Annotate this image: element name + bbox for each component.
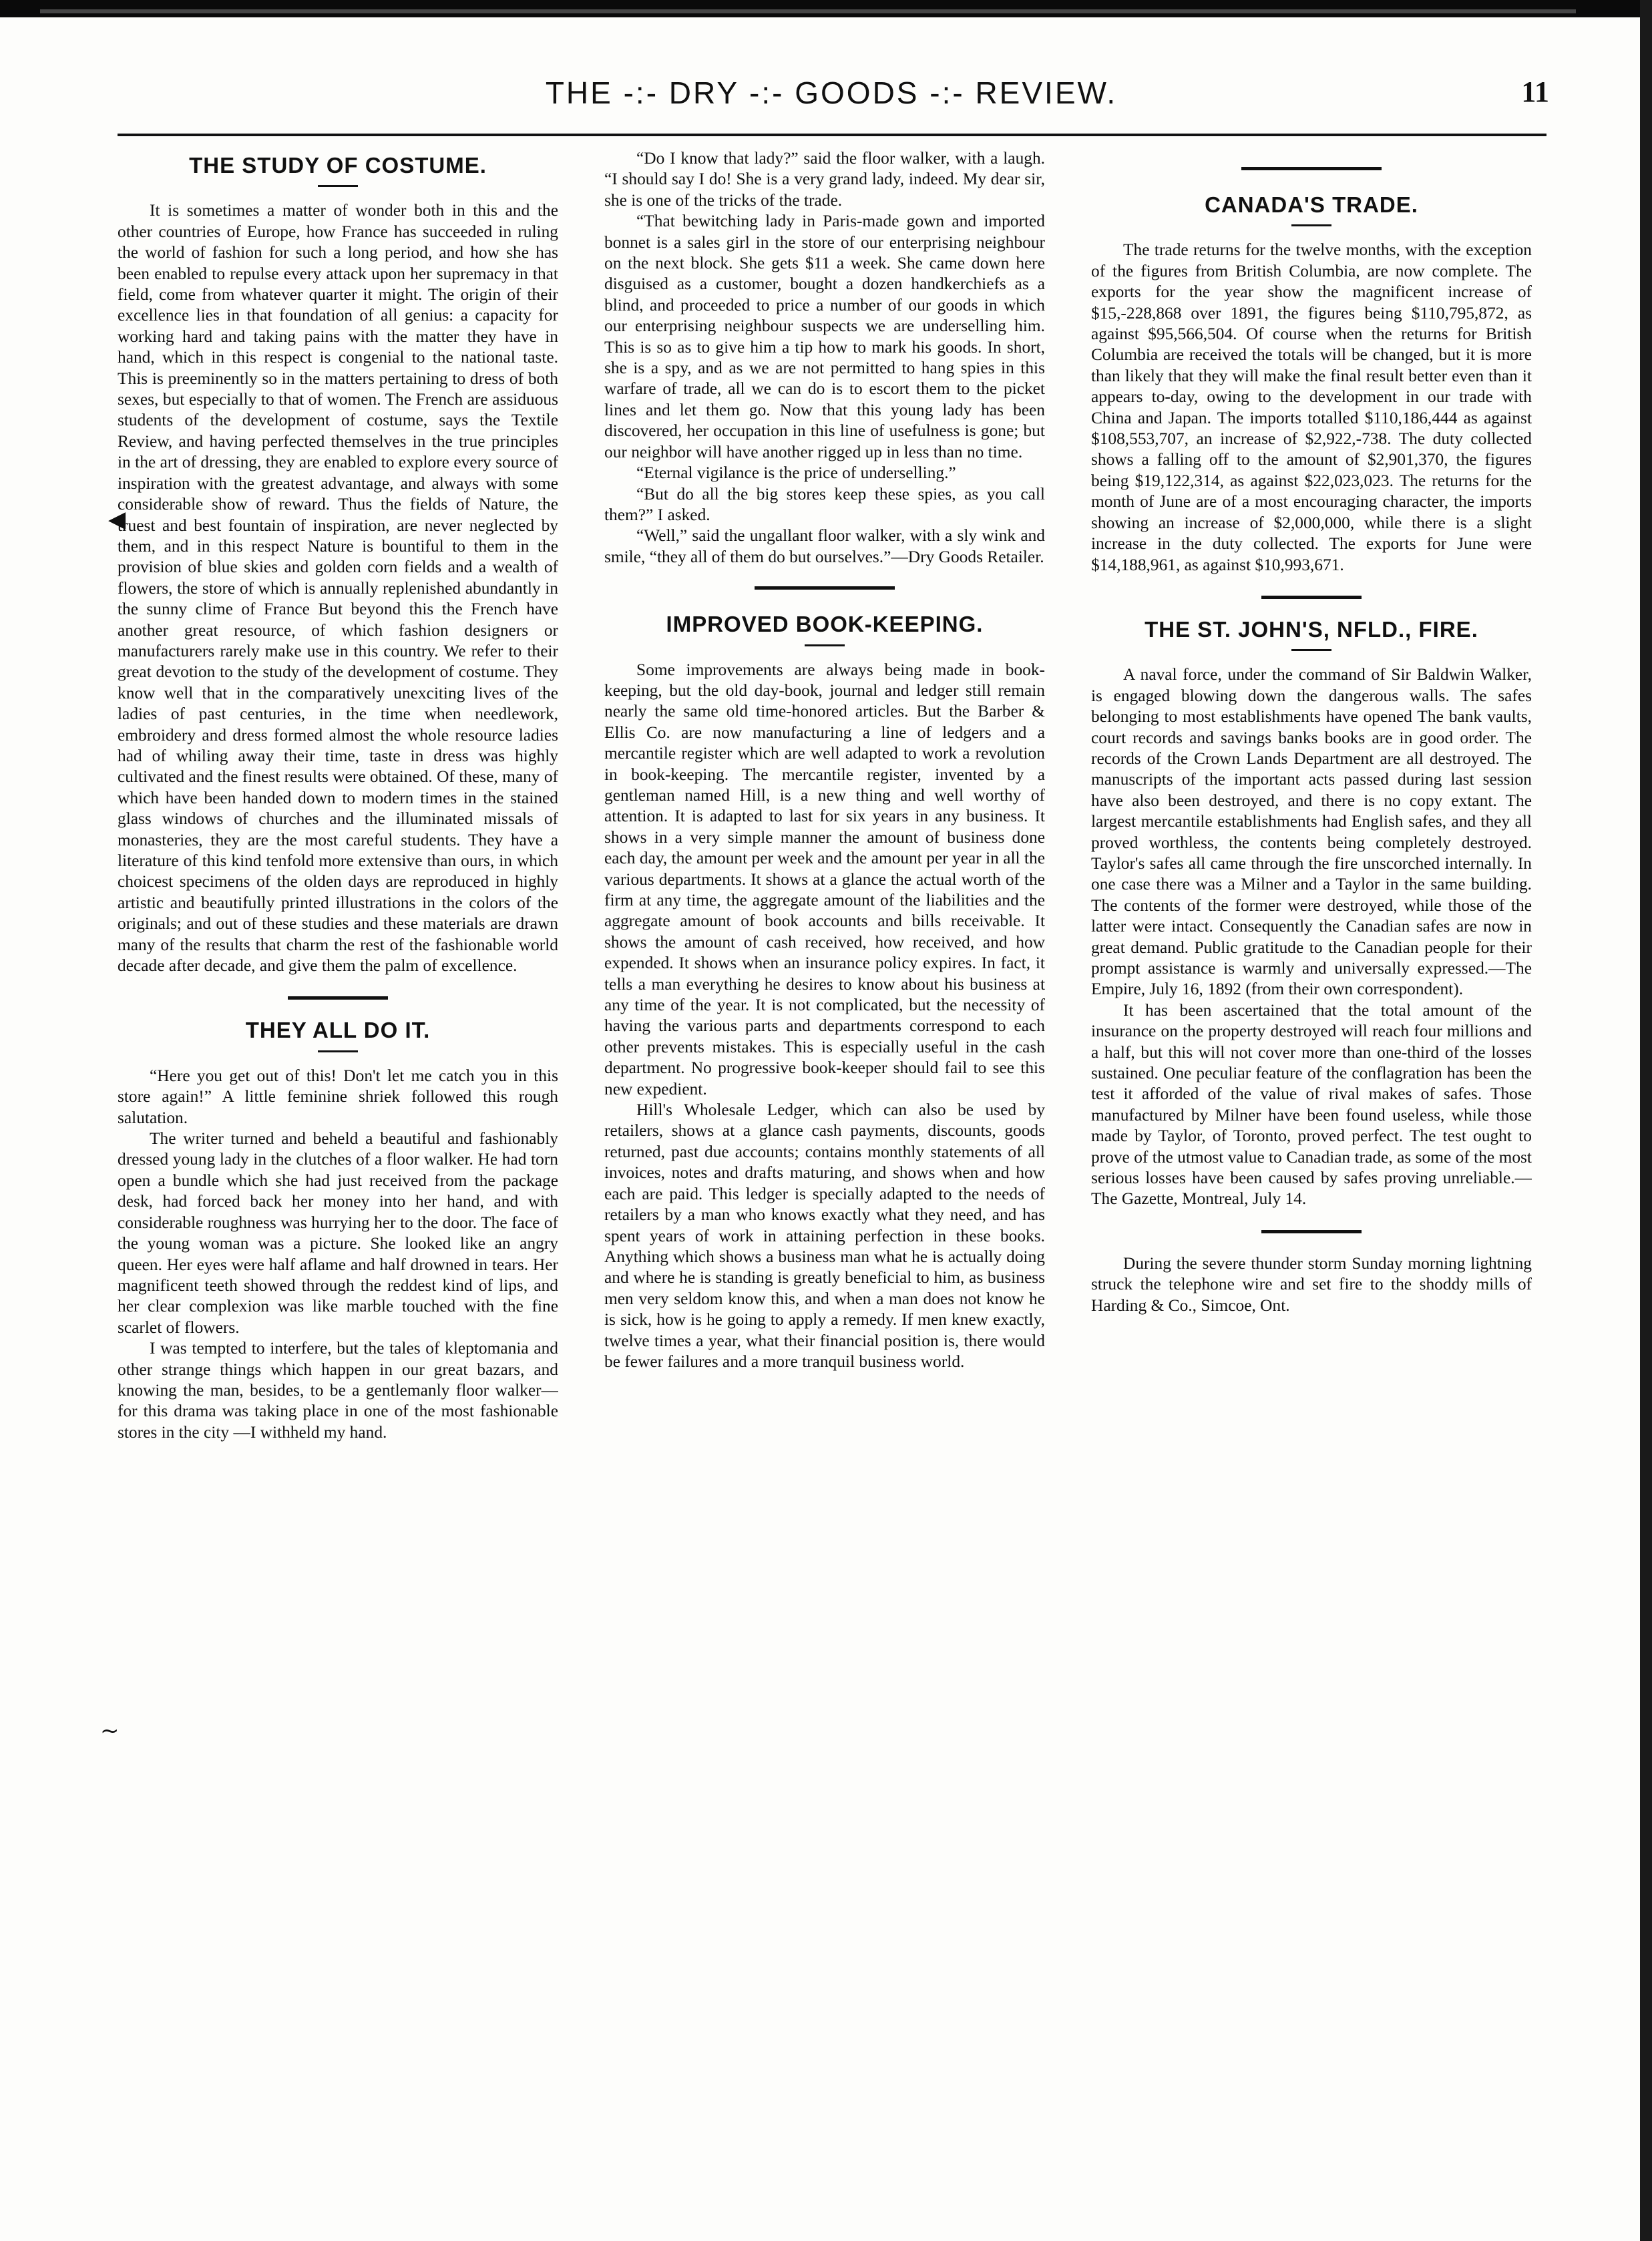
column-2 (604, 148, 1045, 2205)
article-separator (1241, 167, 1382, 170)
margin-arrow-icon: ◀ (108, 506, 126, 533)
headline-dash (318, 1050, 358, 1052)
header-rule (118, 134, 1546, 136)
headline-dash (1291, 649, 1331, 651)
headline-improved-book-keeping: IMPROVED BOOK-KEEPING. (666, 612, 984, 637)
headline-they-all-do-it: THEY ALL DO IT. (245, 1018, 431, 1043)
article-paragraph: “But do all the big stores keep these spies, as you call them?” I asked. (604, 484, 1045, 524)
page-header (114, 75, 1549, 128)
article-paragraph: “Here you get out of this! Don't let me catch you in this store again!” A little feminine shriek followed this rough salutation. (118, 1066, 558, 1127)
page-number: 11 (1521, 75, 1549, 108)
article-paragraph: The trade returns for the twelve months, with the exception of the figures from British Columbia, are now complete. The exports for the year show the magnificent increase of $15,-228,868 over 1891, the figures being $110,795,872, as against $95,566,504. Of course when the returns for British Columbia are received the totals will be changed, but it is more than likely that they will make the final result better even than it appears to-day, owing to the development in our trade with China and Japan. The imports totalled $110,186,444 as against $108,553,707, an increase of $2,922,-738. The duty collected shows a falling off to the amount of $2,901,370, the figures being $19,122,314, as against $22,023,023. The returns for the month of June are of a most encouraging character, the imports showing an increase of $2,000,000, while there is a slight increase in the duty collected. The exports for June were $14,188,961, as against $10,993,671. (1091, 240, 1532, 574)
headline-dash (318, 185, 358, 187)
article-separator (1261, 596, 1362, 599)
publication-title: THE -:- DRY -:- GOODS -:- REVIEW. (545, 75, 1118, 110)
headline-dash (805, 644, 845, 646)
article-paragraph: I was tempted to interfere, but the tales of kleptomania and other strange things which happen in our great bazars, and knowing the man, besides, to be a gentlemanly floor walker—for this drama was taking place in one of the most fashionable stores in the city —I withheld my hand. (118, 1339, 558, 1442)
article-separator (755, 586, 895, 590)
article-paragraph: “That bewitching lady in Paris-made gown and imported bonnet is a sales girl in the store of our enterprising neighbour on the next block. She gets $11 a week. She came down here disguised as a customer, bought a dozen handkerchiefs as a blind, and proceeded to price a number of our goods in which our enterprising neighbour suspects we are underselling him. This is so as to give him a tip how to mark his goods. In short, she is a spy, and as we are not permitted to hang spies in this warfare of trade, all we can do is to escort them to the picket lines and let them go. Now that this young lady has been discovered, her occupation in this line of usefulness is gone; but our neighbor will have another rigged up in less than no time. (604, 212, 1045, 461)
article-paragraph: “Well,” said the ungallant floor walker, with a sly wink and smile, “they all of them do but ourselves.”—Dry Goods Retailer. (604, 526, 1045, 566)
margin-tilde-icon: ~ (100, 1717, 120, 1744)
headline-study-of-costume: THE STUDY OF COSTUME. (189, 153, 487, 178)
top-border-highlight (40, 9, 1576, 13)
headline-st-johns-fire: THE ST. JOHN'S, NFLD., FIRE. (1145, 616, 1478, 642)
article-paragraph: “Eternal vigilance is the price of underselling.” (636, 463, 956, 483)
article-paragraph: The writer turned and beheld a beautiful and fashionably dressed young lady in the clutches of a floor walker. He had torn open a bundle which she had just received from the package desk, had forced back her money into her hand, and with considerable roughness was hurrying her to the door. The face of the young woman was a picture. She looked like an angry queen. Her eyes were half aflame and half drowned in tears. Her magnificent teeth showed through the reddest kind of lips, and her clear complexion was like marble touched with the fine scarlet of flowers. (118, 1129, 558, 1337)
right-scan-edge (1640, 0, 1652, 2241)
article-paragraph: Hill's Wholesale Ledger, which can also be used by retailers, shows at a glance cash payments, discounts, goods returned, past due accounts; contains monthly statements of all invoices, notes and drafts maturing, and shows when and how each are paid. This ledger is specially adapted to the needs of retailers by a man who knows exactly what they need, and has spent years of work in attaining perfection in these books. Anything which shows a business man what he is actually doing and where he is standing is greatly beneficial to him, as business men very seldom know this, and when a man does not know he is sick, how is he going to apply a remedy. If men knew exactly, twelve times a year, what their financial position is, there would be fewer failures and a more tranquil business world. (604, 1100, 1045, 1371)
article-paragraph: During the severe thunder storm Sunday morning lightning struck the telephone wire and set fire to the shoddy mills of Harding & Co., Simcoe, Ont. (1091, 1253, 1532, 1315)
article-paragraph: It has been ascertained that the total amount of the insurance on the property destroyed will reach four millions and a half, but this will not cover more than one-third of the losses sustained. One peculiar feature of the conflagration has been the test it afforded of the value of rival makes of safes. Those manufactured by Milner have been found useless, while those made by Taylor, of Toronto, proved perfect. The test ought to prove of the utmost value to Canadian trade, as some of the most serious losses have been caused by safes proving unreliable.—The Gazette, Montreal, July 14. (1091, 1000, 1532, 1209)
headline-dash (1291, 224, 1331, 226)
article-separator (288, 996, 388, 1000)
article-paragraph: “Do I know that lady?” said the floor walker, with a laugh. “I should say I do! She is a very grand lady, indeed. My dear sir, she is one of the tricks of the trade. (604, 149, 1045, 210)
article-paragraph: It is sometimes a matter of wonder both in this and the other countries of Europe, how France has succeeded in ruling the world of fashion for such a long period, and how she has been enabled to repulse every attack upon her supremacy in that field, come from whatever quarter it might. The origin of their excellence lies in that foundation of all genius: a capacity for working hard and taking pains with the matter they have in hand, which in this respect is congenial to the national taste. This is preeminently so in the matters pertaining to dress of both sexes, but especially to that of women. The French are assiduous students of the development of costume, says the Textile Review, and having perfected themselves in the true principles in the art of dressing, they are enabled to explore every source of inspiration with the greatest advantage, and always with some considerable show of reward. Thus the fields of Nature, the truest and best fountain of inspiration, are never neglected by them, and in this respect Nature is bountiful to them in the provision of blue skies and golden corn fields and a wealth of flowers, the store of which is annually replenished abundantly in the sunny clime of France But beyond this the French have another great resource, of which fashion designers or manufacturers rarely make use in this country. We refer to their great devotion to the study of the development of costume. They know well that in the comparatively unexciting lives of the ladies of past centuries, in the time when needlework, embroidery and dress formed almost the whole resource ladies had of whiling away their time, taste in dress was highly cultivated and the finest results were obtained. Of these, many of which have been handed down to modern times in the stained glass windows of churches and the illuminated missals of monasteries, they are the most careful students. They have a literature of this kind tenfold more extensive than ours, in which choicest specimens of the olden days are reproduced in highly artistic and beautifully printed illustrations in the colors of the originals; and out of these studies and these materials are drawn many of the results that charm the rest of the fashionable world decade after decade, and give them the palm of excellence. (118, 201, 558, 976)
article-separator (1261, 1230, 1362, 1233)
article-paragraph: Some improvements are always being made in book-keeping, but the old day-book, journal and ledger still remain nearly the same old time-honored articles. But the Barber & Ellis Co. are now manufacturing a line of ledgers and a mercantile register which are well adapted to work a revolution in book-keeping. The mercantile register, invented by a gentleman named Hill, is a new thing and well worthy of attention. It is adapted to last for six years in any business. It shows in a very simple manner the amount of business done each day, the amount per week and the amount per year in all the various departments. It shows at a glance the actual worth of the firm at any time, the aggregate amount of the liabilities and the aggregate amount of book accounts and bills receivable. It shows the amount of cash received, how received, and how expended. It shows when an insurance policy expires. In fact, it tells a man everything he desires to know about his business at any time of the year. It is not complicated, but the necessity of having the various parts and departments correspond to each other prevents mistakes. This is especially useful in the cash department. No progressive book-keeper should fail to see this new expedient. (604, 660, 1045, 1098)
column-3 (1091, 148, 1532, 2205)
article-paragraph: A naval force, under the command of Sir Baldwin Walker, is engaged blowing down the dangerous walls. The safes belonging to most establishments have opened The bank vaults, court records and savings banks books are in good order. The records of the Crown Lands Department are all destroyed. The manuscripts of the important acts passed during last session have also been destroyed, and there is no copy extant. The largest mercantile establishments had English safes, and they all proved worthless, the contents being completely destroyed. Taylor's safes all came through the fire unscorched internally. In one case there was a Milner and a Taylor in the same building. The contents of the former were destroyed, while those of the latter were intact. Consequently the Canadian safes are now in great demand. Public gratitude to the Canadian people for their prompt assistance is warmly and universally expressed.—The Empire, July 16, 1892 (from their own correspondent). (1091, 665, 1532, 999)
top-border-rule (0, 0, 1652, 17)
column-1 (118, 148, 558, 2205)
headline-canadas-trade: CANADA'S TRADE. (1205, 192, 1418, 217)
